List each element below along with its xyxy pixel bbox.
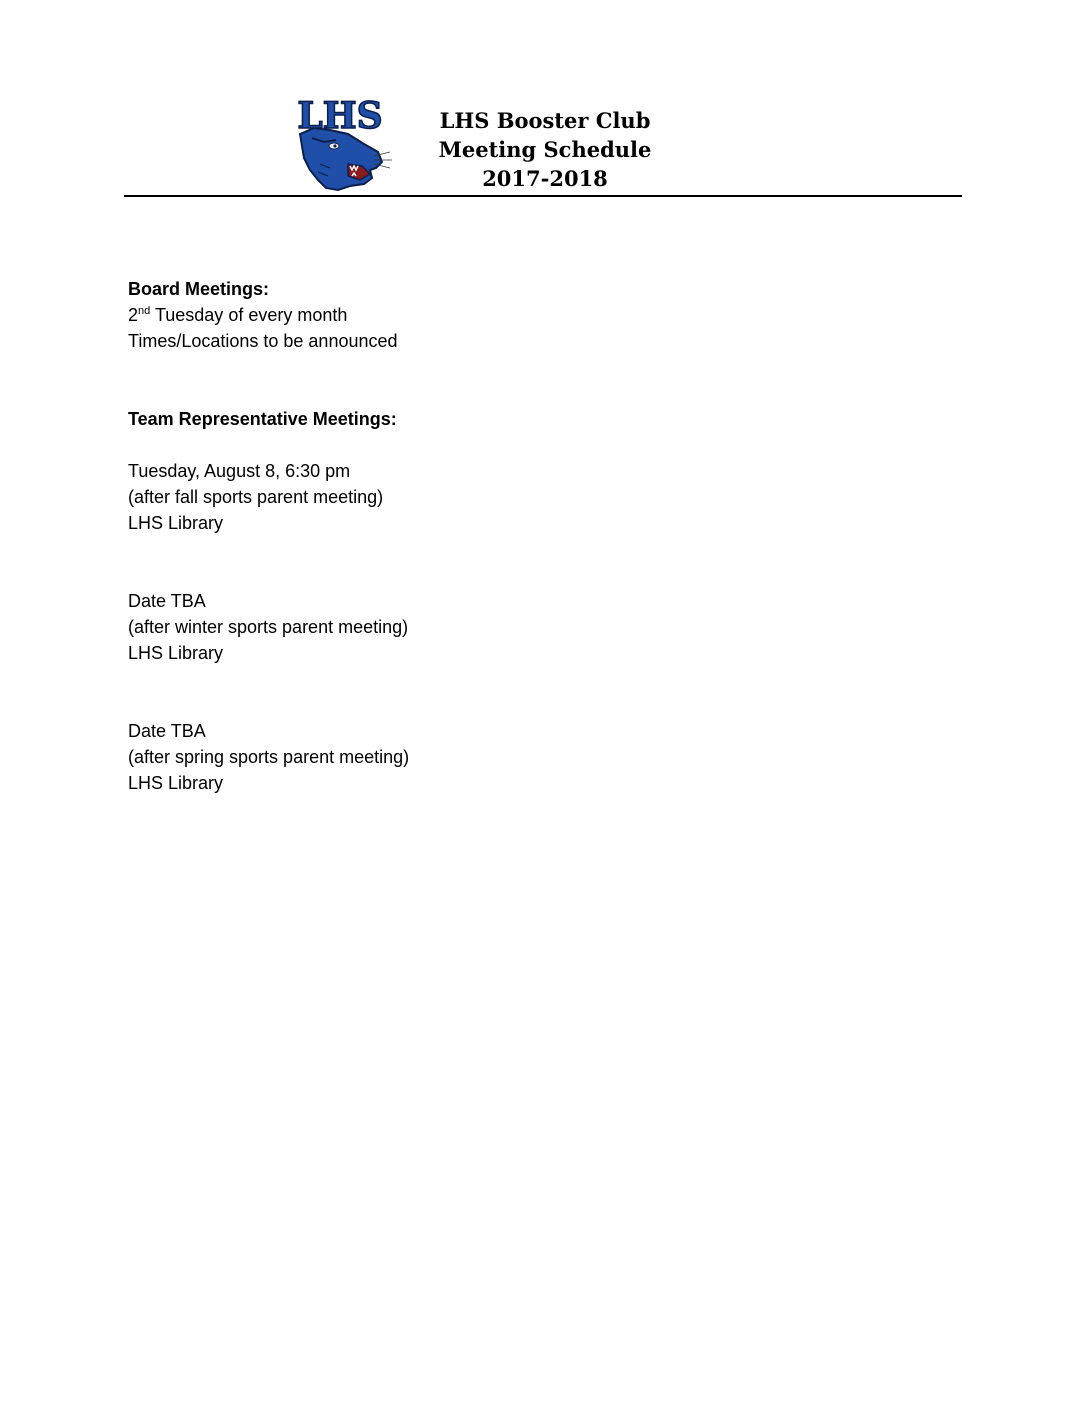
meeting-date: Tuesday, August 8, 6:30 pm [128,461,351,481]
meeting-date: Date TBA [128,721,206,741]
team-meetings-heading: Team Representative Meetings: [128,409,397,429]
title-club-name: LHS Booster Club [439,108,651,133]
board-meetings-note: Times/Locations to be announced [128,331,398,351]
meeting-location: LHS Library [128,643,224,663]
school-logo [290,94,394,194]
meeting-location: LHS Library [128,773,224,793]
ordinal-number: 2 [128,305,139,325]
board-meetings-schedule [128,302,928,328]
meeting-note: (after spring sports parent meeting) [128,747,410,767]
meeting-entry [128,718,928,796]
meeting-location: LHS Library [128,513,224,533]
ordinal-suffix: nd [138,305,151,317]
schedule-text: Tuesday of every month [150,305,348,325]
meeting-note: (after fall sports parent meeting) [128,487,384,507]
meeting-note: (after winter sports parent meeting) [128,617,409,637]
panther-mascot-icon [290,94,394,194]
meeting-entry [128,458,928,536]
logo-lettering: LHS [297,95,383,137]
board-meetings-heading: Board Meetings: [128,279,270,299]
document-body [128,276,928,796]
meeting-entry [128,588,928,666]
header-divider [124,195,962,197]
page-title [400,106,690,193]
title-year: 2017-2018 [482,166,608,191]
meeting-date: Date TBA [128,591,206,611]
title-schedule: Meeting Schedule [438,137,652,162]
